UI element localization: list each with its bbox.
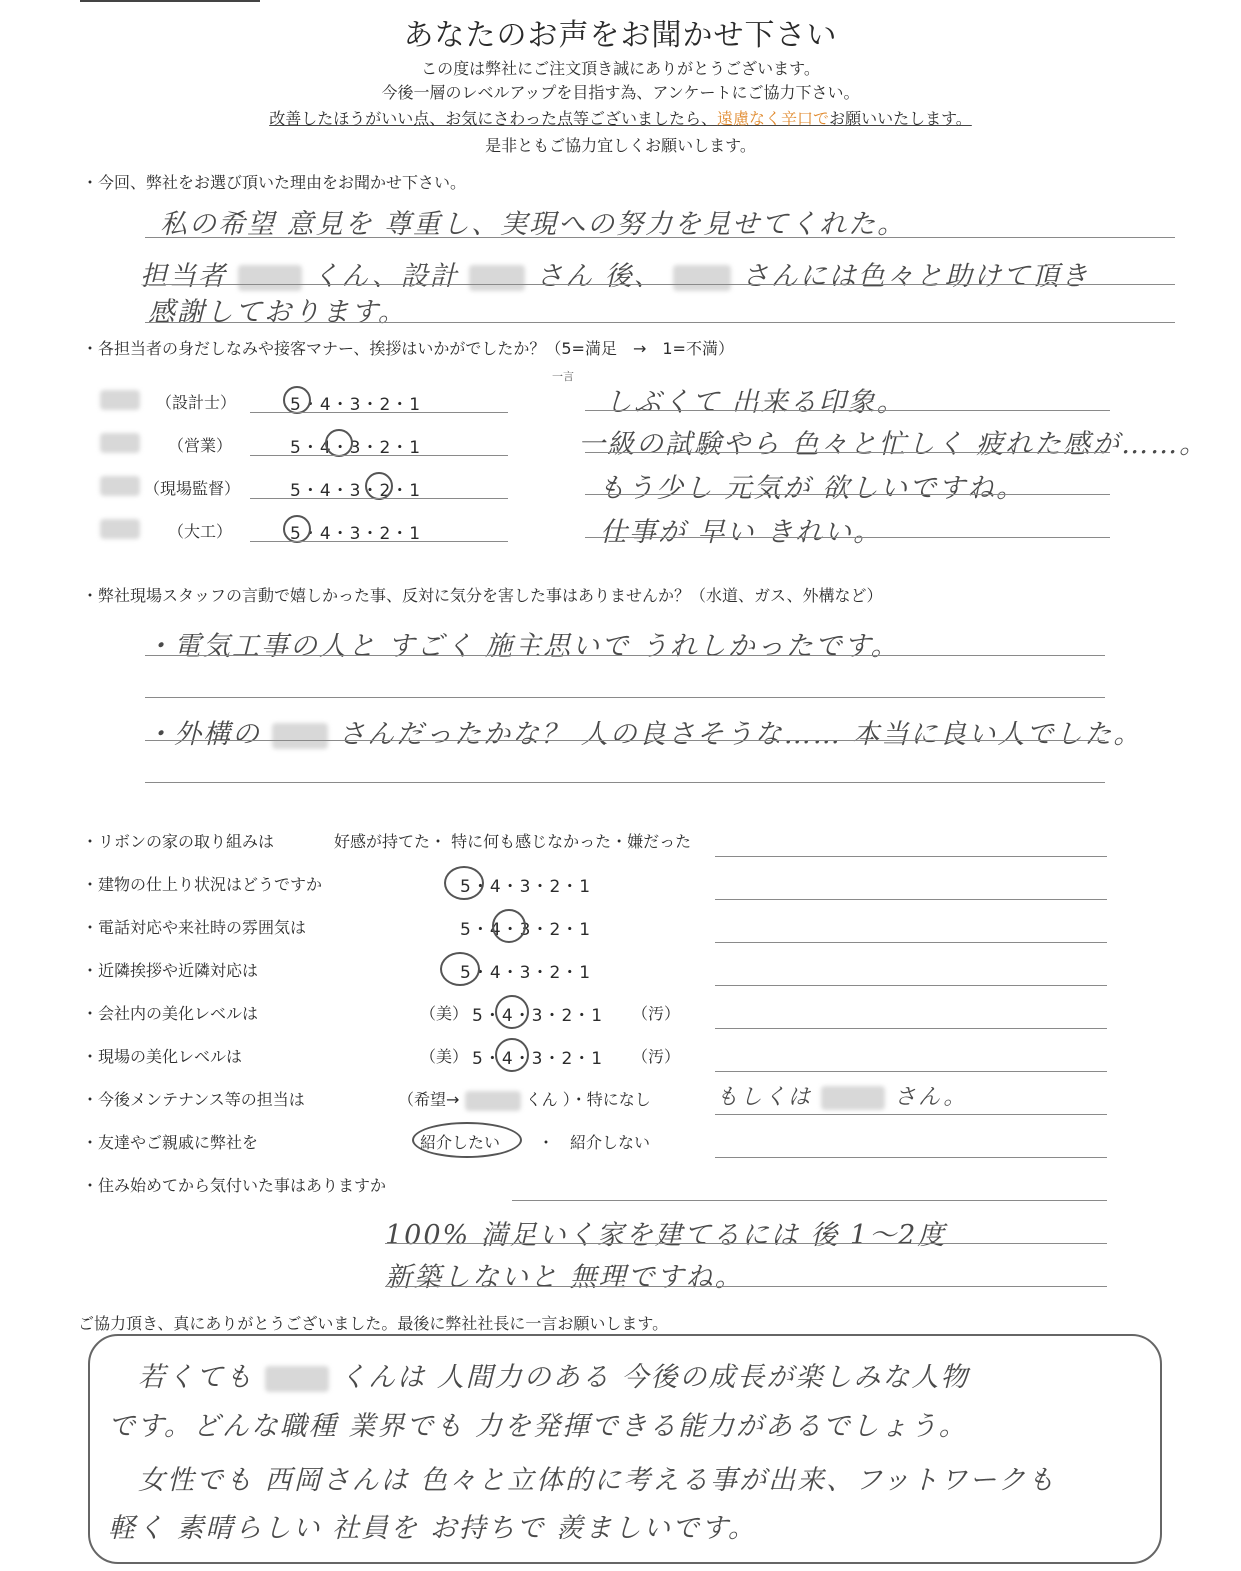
closing-line-1-a: 若くても <box>138 1362 254 1393</box>
rating-item-label: ・現場の美化レベルは <box>82 1047 243 1066</box>
answer-rule <box>715 1071 1107 1072</box>
q1-answer-line-2-b: くん、設計 <box>312 261 459 292</box>
answer-rule <box>715 1114 1107 1115</box>
redacted-name <box>272 723 328 749</box>
top-rule <box>80 0 260 2</box>
selected-circle <box>444 866 484 900</box>
redacted-name <box>673 265 731 291</box>
closing-label: ご協力頂き、真にありがとうございました。最後に弊社社長に一言お願いします。 <box>78 1314 669 1333</box>
q3-answer-line-2 <box>145 712 1142 751</box>
answer-rule <box>145 782 1105 783</box>
selected-circle <box>283 386 311 414</box>
selected-circle <box>412 1122 522 1158</box>
referral-label: ・友達やご親戚に弊社を <box>82 1133 259 1152</box>
rating-scale: 5・4・3・2・1 <box>290 438 422 458</box>
closing-line-4: 軽く 素晴らしい 社員を お持ちで 羨ましいです。 <box>108 1513 757 1544</box>
rating-item-label: ・近隣挨拶や近隣対応は <box>82 961 259 980</box>
redacted-name <box>821 1086 885 1110</box>
intro-line-3-a: 改善したほうがいい点、お気にさわった点等ございましたら、 <box>269 109 718 128</box>
rating-item-label: ・建物の仕上り状況はどうですか <box>82 875 323 894</box>
redacted-name <box>100 390 140 410</box>
answer-rule <box>145 237 1175 238</box>
maintenance-choice-b: くん ）・特になし <box>525 1090 651 1109</box>
q3-answer-line-1: ・電気工事の人と すごく 施主思いで うれしかったです。 <box>145 631 900 662</box>
rating-item-label: ・電話対応や来社時の雰囲気は <box>82 918 307 937</box>
noticed-answer-line-2: 新築しないと 無理ですね。 <box>385 1262 744 1293</box>
role-label: （営業） <box>168 436 233 455</box>
selected-circle <box>495 1038 529 1072</box>
selected-circle <box>492 909 526 943</box>
answer-rule <box>715 1157 1107 1158</box>
selected-circle <box>440 952 480 986</box>
answer-rule <box>145 740 1105 741</box>
intro-line-3-accent: 遠慮なく辛口で <box>717 109 830 128</box>
q2-label: ・各担当者の身だしなみや接客マナー、挨拶はいかがでしたか？（5=満足 → 1=不満） <box>82 339 734 358</box>
comment-rule <box>585 494 1110 495</box>
page-title: あなたのお声をお聞かせ下さい <box>403 18 838 53</box>
answer-rule <box>715 942 1107 943</box>
answer-rule <box>145 697 1105 698</box>
comment-rule <box>585 537 1110 538</box>
q3-answer-line-2-b: さんだったかな？ 人の良さそうな…… 本当に良い人でした。 <box>338 719 1143 750</box>
redacted-name <box>469 265 525 291</box>
redacted-name <box>465 1091 521 1111</box>
answer-rule <box>715 899 1107 900</box>
selected-circle <box>365 472 393 500</box>
q1-answer-line-3: 感謝しております。 <box>148 297 407 328</box>
intro-line-4: 是非ともご協力宜しくお願いします。 <box>485 136 756 155</box>
maintenance-note-b: さん。 <box>894 1085 968 1110</box>
q1-answer-line-2-a: 担当者 <box>140 261 227 292</box>
referral-no: 紹介しない <box>570 1133 651 1152</box>
q2-comment-header: 一言 <box>552 370 574 383</box>
rating-scale: 5・4・3・2・1 <box>290 395 422 415</box>
rating-scale: 5・4・3・2・1 <box>460 877 592 897</box>
answer-rule <box>715 856 1107 857</box>
maintenance-choice-a: （希望→ <box>398 1090 460 1109</box>
intro-line-1: この度は弊社にご注文頂き誠にありがとうございます。 <box>421 59 820 78</box>
rating-scale: 5・4・3・2・1 <box>290 524 422 544</box>
closing-line-1 <box>138 1355 969 1394</box>
intro-line-3 <box>0 106 1241 129</box>
answer-rule <box>715 985 1107 986</box>
row-rule <box>250 541 508 542</box>
redacted-name <box>100 476 140 496</box>
referral-separator: ・ <box>538 1133 555 1152</box>
maintenance-note-a: もしくは <box>716 1085 813 1110</box>
rating-left-label: （美） <box>420 1047 469 1066</box>
staff-ratings <box>100 387 1209 548</box>
q1-answer-line-1: 私の希望 意見を 尊重し、実現への努力を見せてくれた。 <box>160 209 907 240</box>
q1-answer-line-2-d: さんには色々と助けて頂き <box>741 261 1090 292</box>
rating-item-label: ・会社内の美化レベルは <box>82 1004 259 1023</box>
q3-answer-line-2-a: ・外構の <box>145 719 261 750</box>
answer-rule <box>145 655 1105 656</box>
answer-rule <box>385 1286 1107 1287</box>
noticed-label: ・住み始めてから気付いた事はありますか <box>82 1176 387 1195</box>
staff-comment: もう少し 元気が 欲しいですね。 <box>598 473 1026 504</box>
rating-scale: 5・4・3・2・1 <box>290 481 422 501</box>
selected-circle <box>495 995 529 1029</box>
role-label: （現場監督） <box>144 479 241 498</box>
referral-yes: 紹介したい <box>420 1133 501 1152</box>
redacted-name <box>100 519 140 539</box>
ribbon-label: ・リボンの家の取り組みは <box>82 832 275 851</box>
role-label: （設計士） <box>156 393 237 412</box>
q1-answer-line-2 <box>140 254 1090 293</box>
redacted-name <box>265 1366 329 1392</box>
ribbon-options: 好感が持てた・ 特に何も感じなかった・嫌だった <box>334 832 692 851</box>
answer-rule <box>715 1028 1107 1029</box>
rating-scale: 5・4・3・2・1 <box>472 1049 604 1069</box>
answer-rule <box>385 1243 1107 1244</box>
selected-circle <box>325 429 353 457</box>
q3-label: ・弊社現場スタッフの言動で嬉しかった事、反対に気分を害した事はありませんか？（水道、ガス、外構など） <box>82 586 883 605</box>
rating-right-label: （汚） <box>632 1004 681 1023</box>
rating-scale: 5・4・3・2・1 <box>460 963 592 983</box>
intro-line-3-b: お願いいたします。 <box>829 109 972 128</box>
row-rule <box>250 498 508 499</box>
maintenance-label: ・今後メンテナンス等の担当は <box>82 1090 305 1109</box>
comment-rule <box>585 452 1110 453</box>
staff-comment: 仕事が 早い きれい。 <box>600 517 883 548</box>
closing-line-2: です。どんな職種 業界でも 力を発揮できる能力があるでしょう。 <box>108 1411 968 1442</box>
closing-line-3: 女性でも 西岡さんは 色々と立体的に考える事が出来、フットワークも <box>138 1465 1057 1496</box>
role-label: （大工） <box>168 522 233 541</box>
q1-answer-line-2-c: さん 後、 <box>536 261 663 292</box>
redacted-name <box>100 433 140 453</box>
staff-comment: 一級の試験やら 色々と忙しく 疲れた感が……。 <box>578 429 1209 460</box>
answer-rule <box>145 322 1175 323</box>
maintenance-choice <box>398 1087 651 1111</box>
closing-line-1-b: くんは 人間力のある 今後の成長が楽しみな人物 <box>339 1362 970 1393</box>
row-rule <box>250 412 508 413</box>
redacted-name <box>238 265 302 291</box>
row-rule <box>250 455 508 456</box>
maintenance-note <box>716 1080 967 1111</box>
intro-line-2: 今後一層のレベルアップを目指す為、アンケートにご協力下さい。 <box>381 83 860 102</box>
rating-scale: 5・4・3・2・1 <box>472 1006 604 1026</box>
answer-rule <box>512 1200 1107 1201</box>
rating-right-label: （汚） <box>632 1047 681 1066</box>
staff-comment: しぶくて 出来る印象。 <box>605 387 906 418</box>
rating-scale: 5・4・3・2・1 <box>460 920 592 940</box>
selected-circle <box>283 515 311 543</box>
rating-left-label: （美） <box>420 1004 469 1023</box>
comment-rule <box>585 410 1110 411</box>
q1-label: ・今回、弊社をお選び頂いた理由をお聞かせ下さい。 <box>82 173 467 192</box>
noticed-answer-line-1: 100% 満足いく家を建てるには 後 1〜2度 <box>385 1220 947 1251</box>
answer-rule <box>145 284 1175 285</box>
